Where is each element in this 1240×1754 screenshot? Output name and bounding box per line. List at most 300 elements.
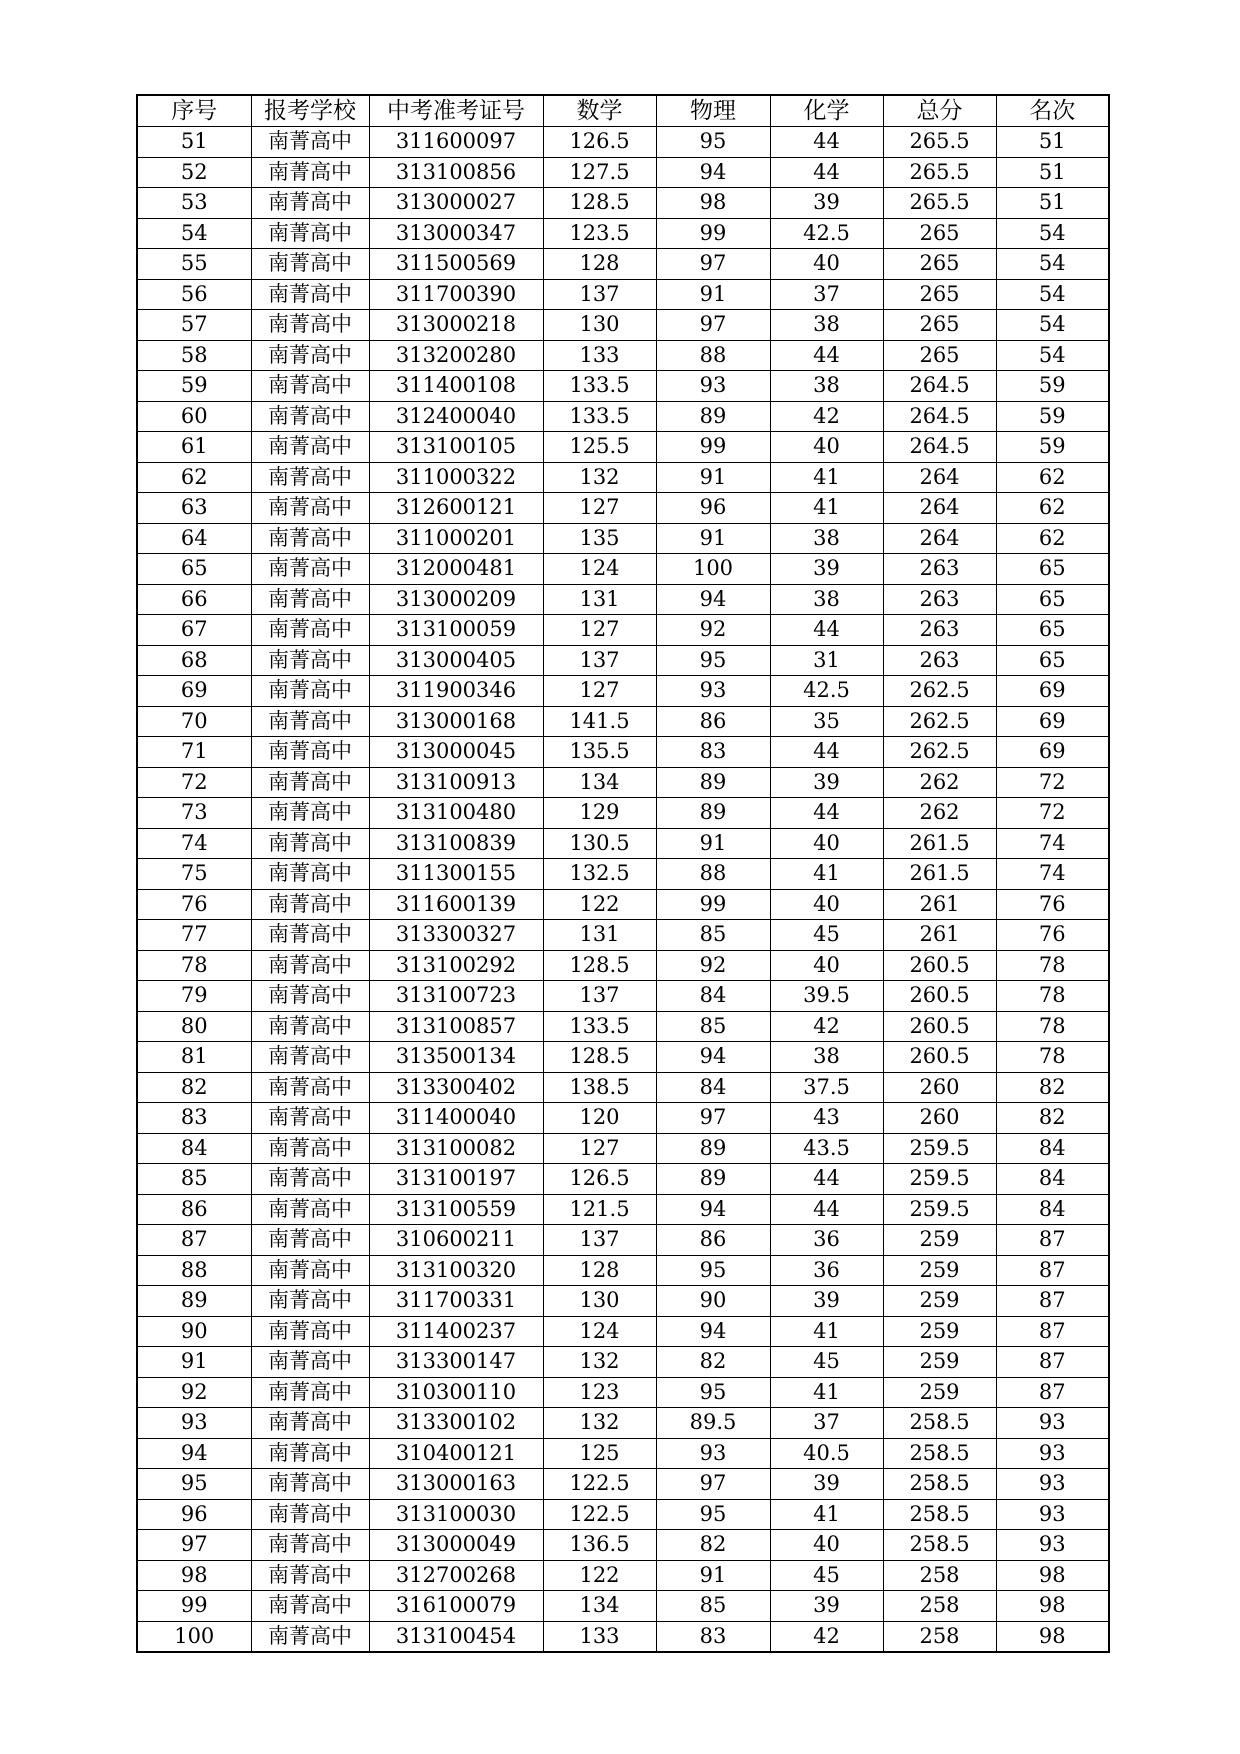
cell-math: 130 [543,1286,656,1317]
cell-exam-id: 313300402 [369,1072,543,1103]
cell-exam-id: 316100079 [369,1591,543,1622]
cell-chemistry: 44 [770,340,883,371]
cell-exam-id: 311500569 [369,249,543,280]
cell-total: 265.5 [883,157,996,188]
cell-physics: 89 [656,767,770,798]
cell-total: 258.5 [883,1530,996,1561]
cell-exam-id: 313100320 [369,1255,543,1286]
cell-physics: 84 [656,1072,770,1103]
cell-math: 124 [543,1316,656,1347]
cell-physics: 98 [656,188,770,219]
cell-chemistry: 44 [770,1164,883,1195]
cell-seq: 52 [137,157,251,188]
cell-chemistry: 40 [770,249,883,280]
cell-school: 南菁高中 [251,615,369,646]
cell-math: 128.5 [543,1042,656,1073]
cell-total: 262.5 [883,706,996,737]
cell-chemistry: 42.5 [770,676,883,707]
cell-total: 264.5 [883,432,996,463]
cell-total: 259.5 [883,1164,996,1195]
table-row [137,798,1109,829]
cell-total: 263 [883,615,996,646]
cell-total: 265 [883,279,996,310]
cell-chemistry: 40 [770,1530,883,1561]
cell-rank: 62 [996,462,1109,493]
cell-physics: 97 [656,310,770,341]
cell-exam-id: 311400237 [369,1316,543,1347]
table-row [137,1621,1109,1652]
cell-math: 134 [543,1591,656,1622]
cell-chemistry: 45 [770,920,883,951]
cell-school: 南菁高中 [251,1560,369,1591]
cell-school: 南菁高中 [251,1255,369,1286]
cell-seq: 80 [137,1011,251,1042]
cell-physics: 99 [656,218,770,249]
cell-math: 132.5 [543,859,656,890]
table-row [137,554,1109,585]
cell-rank: 84 [996,1194,1109,1225]
cell-rank: 65 [996,645,1109,676]
cell-physics: 95 [656,1255,770,1286]
cell-seq: 67 [137,615,251,646]
cell-exam-id: 313100857 [369,1011,543,1042]
cell-exam-id: 313000045 [369,737,543,768]
cell-seq: 76 [137,889,251,920]
cell-chemistry: 44 [770,127,883,158]
cell-physics: 95 [656,1499,770,1530]
cell-rank: 82 [996,1072,1109,1103]
cell-chemistry: 39 [770,1286,883,1317]
cell-school: 南菁高中 [251,432,369,463]
cell-math: 127 [543,615,656,646]
cell-exam-id: 313000163 [369,1469,543,1500]
cell-total: 262 [883,798,996,829]
table-row [137,737,1109,768]
table-row [137,1469,1109,1500]
table-row [137,645,1109,676]
cell-school: 南菁高中 [251,1072,369,1103]
cell-chemistry: 38 [770,1042,883,1073]
cell-exam-id: 313100839 [369,828,543,859]
cell-exam-id: 312400040 [369,401,543,432]
cell-physics: 100 [656,554,770,585]
cell-math: 124 [543,554,656,585]
cell-rank: 93 [996,1469,1109,1500]
table-row [137,1255,1109,1286]
cell-physics: 93 [656,1438,770,1469]
table-row [137,1072,1109,1103]
cell-rank: 59 [996,401,1109,432]
cell-seq: 96 [137,1499,251,1530]
cell-chemistry: 39.5 [770,981,883,1012]
cell-total: 263 [883,554,996,585]
cell-exam-id: 311900346 [369,676,543,707]
cell-exam-id: 313300102 [369,1408,543,1439]
cell-math: 132 [543,1408,656,1439]
cell-exam-id: 313000049 [369,1530,543,1561]
cell-school: 南菁高中 [251,584,369,615]
cell-school: 南菁高中 [251,554,369,585]
cell-physics: 91 [656,828,770,859]
cell-chemistry: 31 [770,645,883,676]
cell-physics: 92 [656,615,770,646]
cell-rank: 72 [996,767,1109,798]
cell-rank: 59 [996,432,1109,463]
cell-total: 262.5 [883,676,996,707]
cell-chemistry: 42.5 [770,218,883,249]
table-row [137,1316,1109,1347]
cell-rank: 87 [996,1255,1109,1286]
cell-school: 南菁高中 [251,157,369,188]
cell-school: 南菁高中 [251,1591,369,1622]
cell-chemistry: 43.5 [770,1133,883,1164]
cell-seq: 68 [137,645,251,676]
table-row [137,889,1109,920]
cell-exam-id: 311600097 [369,127,543,158]
cell-total: 264 [883,462,996,493]
cell-chemistry: 39 [770,1469,883,1500]
table-header [137,95,1109,127]
cell-chemistry: 44 [770,737,883,768]
cell-exam-id: 313000027 [369,188,543,219]
cell-school: 南菁高中 [251,279,369,310]
table-row [137,1408,1109,1439]
cell-exam-id: 313100480 [369,798,543,829]
cell-chemistry: 38 [770,584,883,615]
cell-chemistry: 44 [770,615,883,646]
cell-physics: 85 [656,920,770,951]
cell-exam-id: 313300147 [369,1347,543,1378]
cell-seq: 60 [137,401,251,432]
cell-school: 南菁高中 [251,737,369,768]
cell-rank: 84 [996,1164,1109,1195]
cell-seq: 55 [137,249,251,280]
cell-chemistry: 38 [770,523,883,554]
cell-rank: 54 [996,279,1109,310]
cell-math: 133.5 [543,1011,656,1042]
cell-school: 南菁高中 [251,523,369,554]
cell-seq: 69 [137,676,251,707]
cell-school: 南菁高中 [251,493,369,524]
cell-seq: 82 [137,1072,251,1103]
cell-rank: 87 [996,1347,1109,1378]
cell-seq: 62 [137,462,251,493]
cell-exam-id: 313100723 [369,981,543,1012]
table-row [137,218,1109,249]
cell-exam-id: 311700390 [369,279,543,310]
cell-exam-id: 313100559 [369,1194,543,1225]
cell-rank: 62 [996,493,1109,524]
cell-math: 127 [543,493,656,524]
cell-seq: 58 [137,340,251,371]
cell-total: 261.5 [883,828,996,859]
cell-school: 南菁高中 [251,1347,369,1378]
cell-school: 南菁高中 [251,218,369,249]
cell-chemistry: 41 [770,1377,883,1408]
table-row [137,1286,1109,1317]
cell-total: 259 [883,1286,996,1317]
cell-math: 127 [543,676,656,707]
cell-school: 南菁高中 [251,859,369,890]
cell-physics: 99 [656,889,770,920]
cell-seq: 90 [137,1316,251,1347]
cell-seq: 73 [137,798,251,829]
cell-physics: 92 [656,950,770,981]
cell-seq: 97 [137,1530,251,1561]
table-row [137,310,1109,341]
table-row [137,859,1109,890]
cell-rank: 93 [996,1408,1109,1439]
cell-math: 122 [543,1560,656,1591]
cell-school: 南菁高中 [251,1621,369,1652]
cell-rank: 65 [996,584,1109,615]
cell-school: 南菁高中 [251,645,369,676]
cell-seq: 100 [137,1621,251,1652]
cell-seq: 84 [137,1133,251,1164]
cell-chemistry: 41 [770,493,883,524]
cell-chemistry: 45 [770,1347,883,1378]
cell-chemistry: 40 [770,950,883,981]
cell-math: 122.5 [543,1499,656,1530]
cell-school: 南菁高中 [251,1286,369,1317]
cell-school: 南菁高中 [251,1011,369,1042]
cell-math: 130 [543,310,656,341]
table-row [137,462,1109,493]
column-header-seq: 序号 [137,95,251,127]
cell-math: 131 [543,584,656,615]
cell-exam-id: 313100105 [369,432,543,463]
cell-total: 258.5 [883,1469,996,1500]
cell-total: 260.5 [883,950,996,981]
cell-physics: 91 [656,462,770,493]
cell-school: 南菁高中 [251,1194,369,1225]
cell-chemistry: 38 [770,310,883,341]
cell-school: 南菁高中 [251,920,369,951]
cell-math: 137 [543,279,656,310]
cell-exam-id: 311700331 [369,1286,543,1317]
cell-total: 263 [883,584,996,615]
cell-rank: 76 [996,920,1109,951]
cell-exam-id: 310600211 [369,1225,543,1256]
cell-exam-id: 311600139 [369,889,543,920]
cell-school: 南菁高中 [251,1499,369,1530]
cell-math: 133 [543,340,656,371]
cell-school: 南菁高中 [251,462,369,493]
cell-exam-id: 313100856 [369,157,543,188]
cell-rank: 69 [996,676,1109,707]
cell-physics: 85 [656,1011,770,1042]
cell-exam-id: 313000209 [369,584,543,615]
cell-chemistry: 37 [770,279,883,310]
table-row [137,1499,1109,1530]
cell-physics: 91 [656,1560,770,1591]
cell-exam-id: 313100059 [369,615,543,646]
cell-total: 260 [883,1072,996,1103]
cell-math: 127 [543,1133,656,1164]
cell-rank: 98 [996,1591,1109,1622]
cell-seq: 81 [137,1042,251,1073]
table-row [137,340,1109,371]
table-row [137,249,1109,280]
cell-chemistry: 41 [770,462,883,493]
table-row [137,1042,1109,1073]
cell-physics: 97 [656,1469,770,1500]
table-row [137,157,1109,188]
cell-total: 265 [883,310,996,341]
cell-math: 123 [543,1377,656,1408]
cell-rank: 59 [996,371,1109,402]
table-row [137,1591,1109,1622]
cell-math: 129 [543,798,656,829]
table-row [137,432,1109,463]
cell-seq: 57 [137,310,251,341]
cell-school: 南菁高中 [251,340,369,371]
cell-rank: 98 [996,1621,1109,1652]
column-header-school: 报考学校 [251,95,369,127]
cell-total: 258.5 [883,1438,996,1469]
cell-rank: 87 [996,1225,1109,1256]
cell-math: 123.5 [543,218,656,249]
cell-math: 133.5 [543,401,656,432]
table-row [137,1133,1109,1164]
cell-total: 261 [883,889,996,920]
cell-physics: 89 [656,401,770,432]
table-row [137,584,1109,615]
cell-math: 127.5 [543,157,656,188]
cell-exam-id: 313000405 [369,645,543,676]
cell-school: 南菁高中 [251,1164,369,1195]
cell-physics: 88 [656,859,770,890]
cell-school: 南菁高中 [251,706,369,737]
column-header-chemistry: 化学 [770,95,883,127]
cell-seq: 66 [137,584,251,615]
cell-seq: 78 [137,950,251,981]
cell-math: 126.5 [543,127,656,158]
cell-total: 258.5 [883,1499,996,1530]
cell-seq: 63 [137,493,251,524]
cell-physics: 84 [656,981,770,1012]
table-row [137,188,1109,219]
cell-rank: 82 [996,1103,1109,1134]
table-row [137,676,1109,707]
cell-physics: 93 [656,676,770,707]
cell-total: 258 [883,1560,996,1591]
cell-exam-id: 313000218 [369,310,543,341]
table-row [137,615,1109,646]
cell-seq: 89 [137,1286,251,1317]
cell-rank: 87 [996,1286,1109,1317]
cell-chemistry: 39 [770,767,883,798]
table-row [137,493,1109,524]
cell-rank: 78 [996,950,1109,981]
cell-seq: 91 [137,1347,251,1378]
table-row [137,950,1109,981]
cell-math: 138.5 [543,1072,656,1103]
cell-school: 南菁高中 [251,1377,369,1408]
cell-physics: 94 [656,1042,770,1073]
cell-physics: 94 [656,1316,770,1347]
cell-total: 263 [883,645,996,676]
cell-rank: 93 [996,1530,1109,1561]
cell-seq: 87 [137,1225,251,1256]
cell-total: 260.5 [883,981,996,1012]
cell-school: 南菁高中 [251,828,369,859]
cell-physics: 91 [656,523,770,554]
cell-school: 南菁高中 [251,1408,369,1439]
cell-math: 135.5 [543,737,656,768]
cell-math: 137 [543,1225,656,1256]
cell-seq: 92 [137,1377,251,1408]
cell-math: 126.5 [543,1164,656,1195]
cell-total: 262 [883,767,996,798]
cell-physics: 90 [656,1286,770,1317]
cell-chemistry: 45 [770,1560,883,1591]
cell-chemistry: 42 [770,1621,883,1652]
cell-rank: 76 [996,889,1109,920]
cell-rank: 78 [996,1042,1109,1073]
cell-school: 南菁高中 [251,1225,369,1256]
cell-physics: 99 [656,432,770,463]
cell-seq: 75 [137,859,251,890]
cell-chemistry: 40 [770,432,883,463]
cell-exam-id: 312700268 [369,1560,543,1591]
cell-chemistry: 41 [770,1316,883,1347]
cell-exam-id: 313100197 [369,1164,543,1195]
cell-chemistry: 42 [770,1011,883,1042]
cell-seq: 72 [137,767,251,798]
table-row [137,828,1109,859]
cell-school: 南菁高中 [251,1133,369,1164]
cell-physics: 97 [656,249,770,280]
cell-school: 南菁高中 [251,981,369,1012]
cell-math: 122.5 [543,1469,656,1500]
cell-seq: 83 [137,1103,251,1134]
cell-school: 南菁高中 [251,1530,369,1561]
cell-exam-id: 311000322 [369,462,543,493]
cell-exam-id: 313000168 [369,706,543,737]
cell-school: 南菁高中 [251,1438,369,1469]
cell-total: 260.5 [883,1011,996,1042]
cell-rank: 78 [996,1011,1109,1042]
table-row [137,706,1109,737]
table-row [137,981,1109,1012]
cell-exam-id: 313100454 [369,1621,543,1652]
cell-rank: 54 [996,340,1109,371]
cell-exam-id: 313100913 [369,767,543,798]
cell-physics: 89 [656,1133,770,1164]
cell-rank: 87 [996,1377,1109,1408]
table-row [137,279,1109,310]
column-header-total: 总分 [883,95,996,127]
table-row [137,1347,1109,1378]
cell-seq: 65 [137,554,251,585]
cell-math: 134 [543,767,656,798]
cell-total: 265.5 [883,188,996,219]
cell-total: 258 [883,1591,996,1622]
cell-exam-id: 313300327 [369,920,543,951]
cell-rank: 78 [996,981,1109,1012]
table-row [137,1438,1109,1469]
table-row [137,1225,1109,1256]
cell-seq: 54 [137,218,251,249]
cell-math: 128.5 [543,950,656,981]
table-row [137,401,1109,432]
cell-physics: 94 [656,584,770,615]
cell-seq: 93 [137,1408,251,1439]
cell-exam-id: 310300110 [369,1377,543,1408]
cell-exam-id: 313100030 [369,1499,543,1530]
table-row [137,1011,1109,1042]
